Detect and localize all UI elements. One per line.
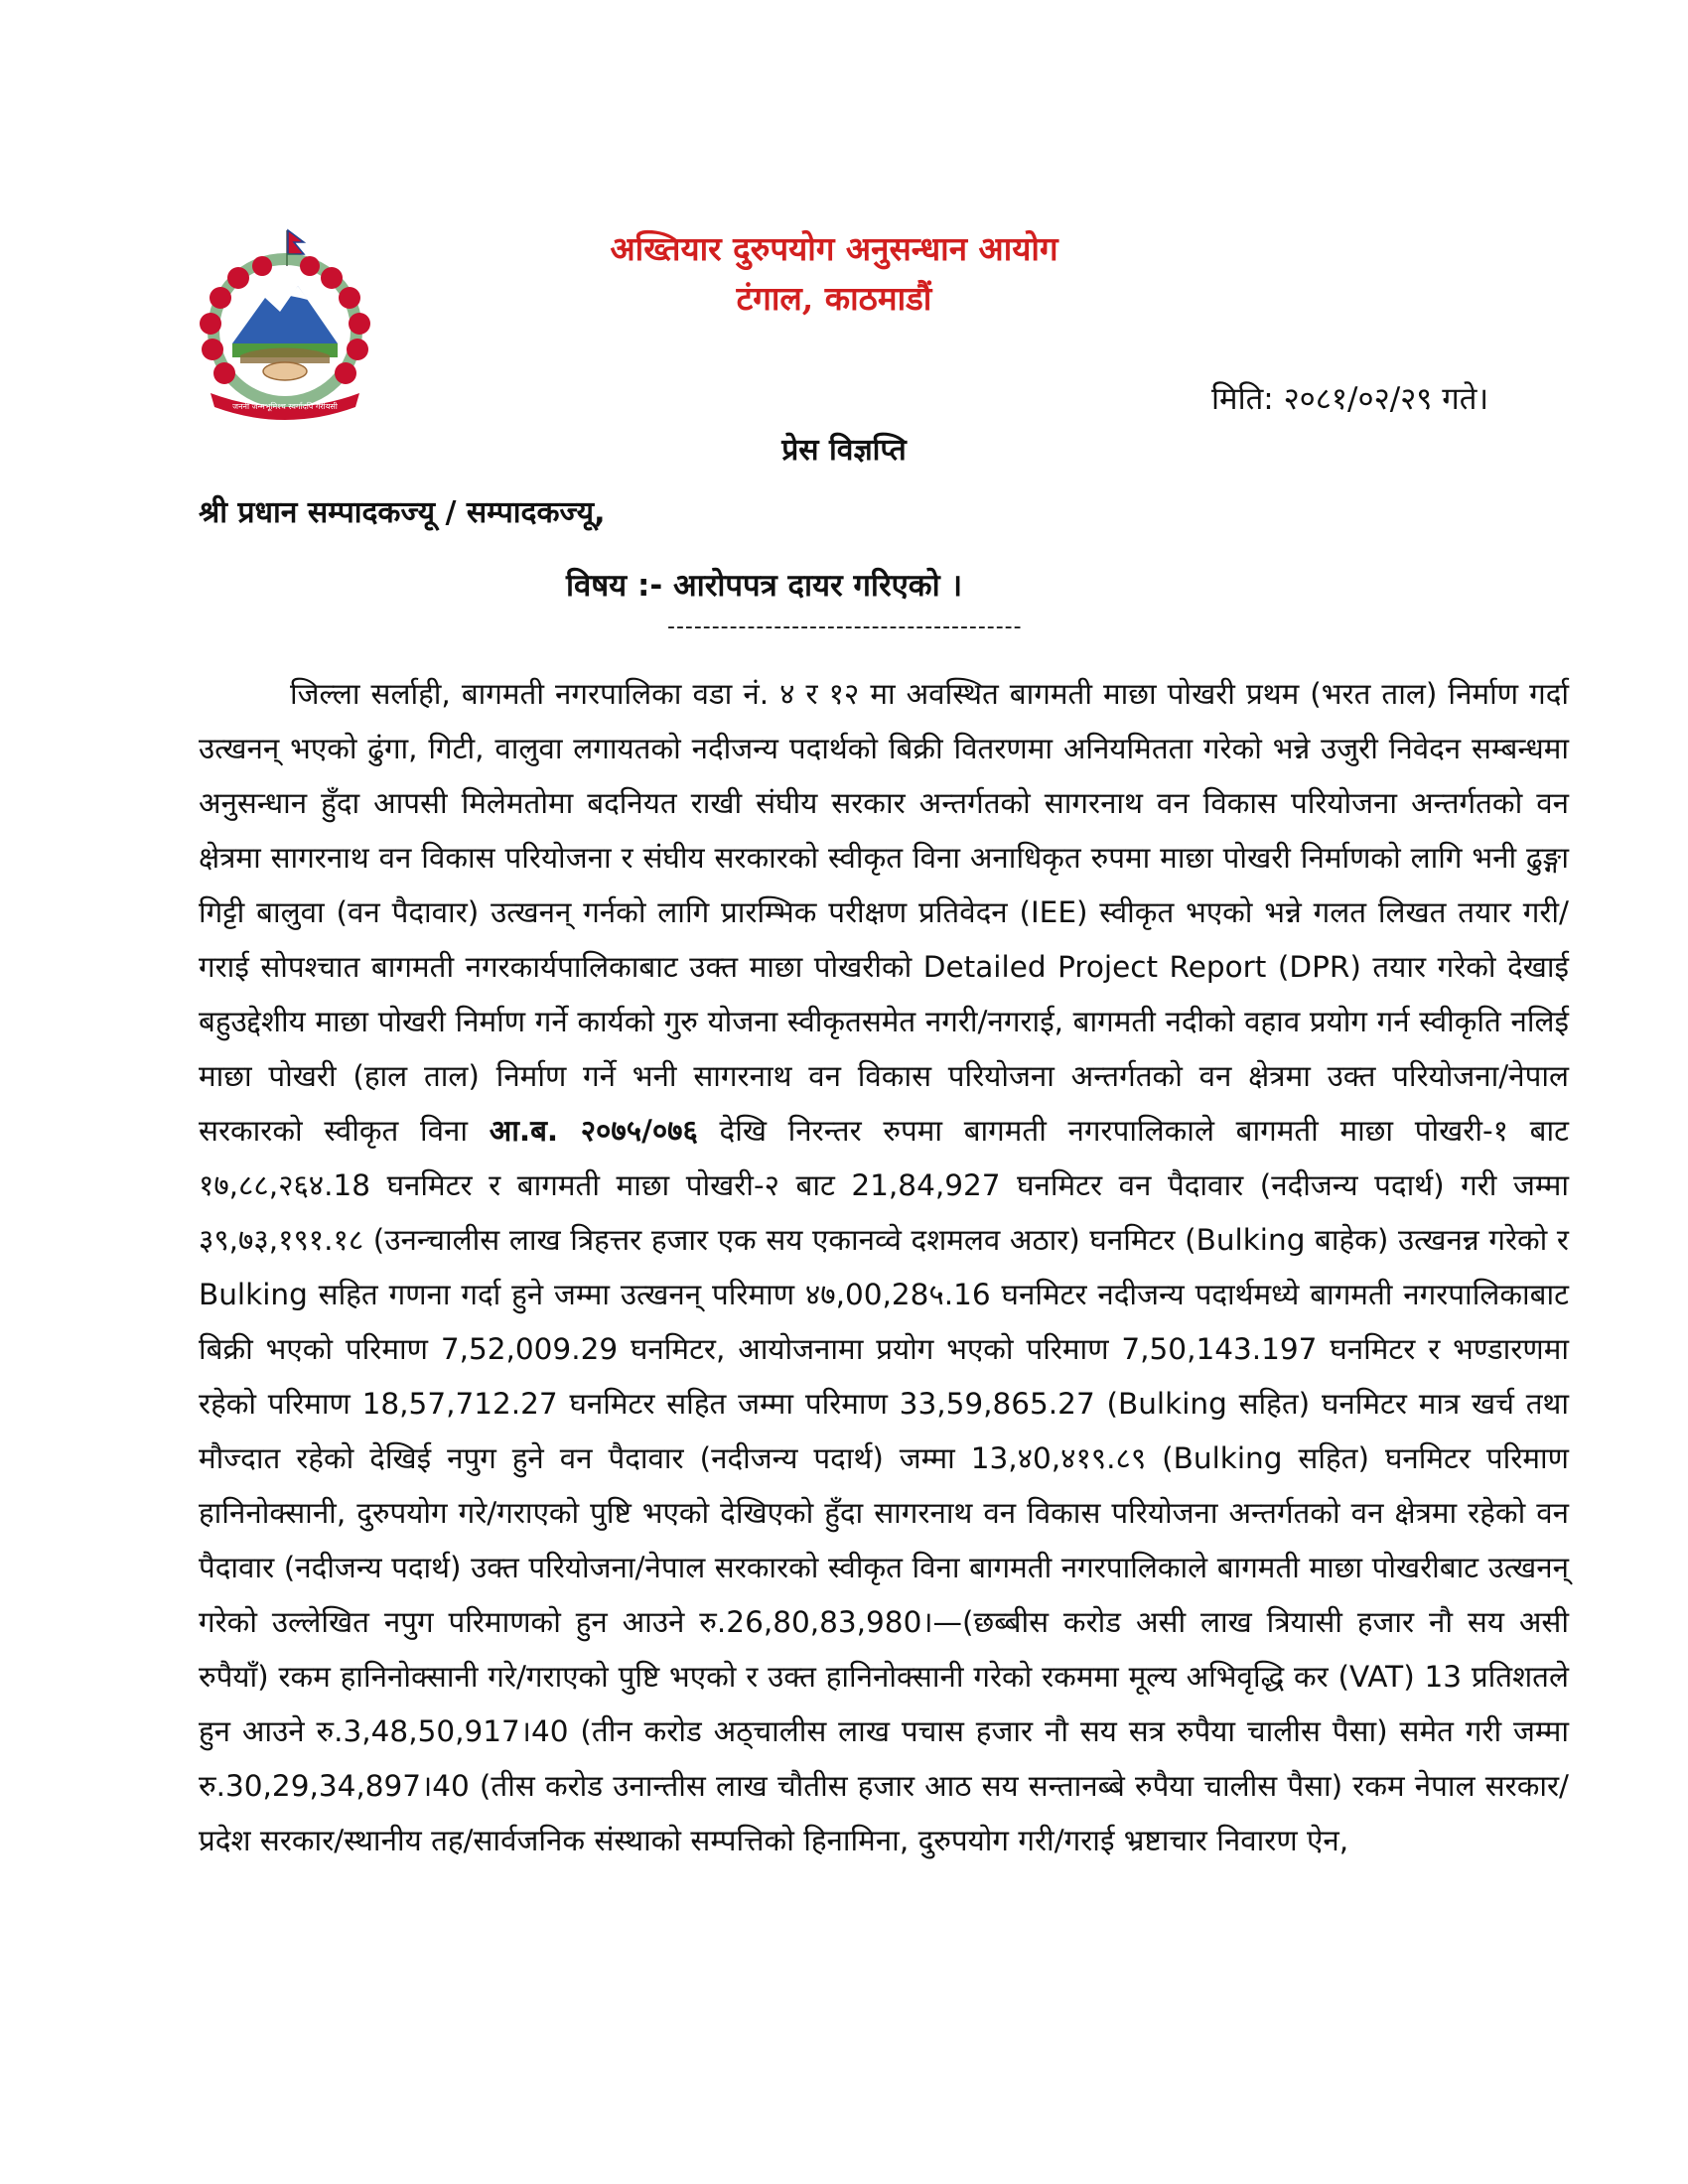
- body-paragraph: [199, 667, 1569, 1868]
- mountain-icon: [232, 286, 338, 363]
- subject-divider: ----------------------------------------: [667, 615, 1023, 639]
- org-name: अख्तियार दुरुपयोग अनुसन्धान आयोग: [610, 229, 1058, 268]
- body-text-part1: जिल्ला सर्लाही, बागमती नगरपालिका वडा नं. ४ र १२ मा अवस्थित बागमती माछा पोखरी प्रथम (भरत ताल) निर्माण गर्दा उत्खनन् भएको ढुंगा, गिटी, वालुवा लगायतको नदीजन्य पदार्थको बिक्री वितरणमा अनियमितता गरेको भन्ने उजुरी निवेदन सम्बन्धमा अनुसन्धान हुँदा आपसी मिलेमतोमा बदनियत राखी संघीय सरकार अन्तर्गतको सागरनाथ वन विकास परियोजना अन्तर्गतको वन क्षेत्रमा सागरनाथ वन विकास परियोजना र संघीय सरकारको स्वीकृत विना अनाधिकृत रुपमा माछा पोखरी निर्माणको लागि भनी ढुङ्गा गिट्टी बालुवा (वन पैदावार) उत्खनन् गर्नको लागि प्रारम्भिक परीक्षण प्रतिवेदन (IEE) स्वीकृत भएको भन्ने गलत लिखत तयार गरी/गराई सोपश्चात बागमती नगरकार्यपालिकाबाट उक्त माछा पोखरीको Detailed Project Report (DPR) तयार गरेको देखाई बहुउद्देशीय माछा पोखरी निर्माण गर्ने कार्यको गुरु योजना स्वीकृतसमेत नगरी/नगराई, बागमती नदीको वहाव प्रयोग गर्न स्वीकृति नलिई माछा पोखरी (हाल ताल) निर्माण गर्ने भनी सागरनाथ वन विकास परियोजना अन्तर्गतको वन क्षेत्रमा उक्त परियोजना/नेपाल सरकारको स्वीकृत विना: [199, 677, 1569, 1148]
- org-heading: [556, 224, 1112, 324]
- body-text-part2: देखि निरन्तर रुपमा बागमती नगरपालिकाले बागमती माछा पोखरी-१ बाट १७,८८,२६४.18 घनमिटर र बागमती माछा पोखरी-२ बाट 21,84,927 घनमिटर वन पैदावार (नदीजन्य पदार्थ) गरी जम्मा ३९,७३,१९१.१८ (उनन्चालीस लाख त्रिहत्तर हजार एक सय एकानव्वे दशमलव अठार) घनमिटर (Bulking बाहेक) उत्खनन्न गरेको र Bulking सहित गणना गर्दा हुने जम्मा उत्खनन् परिमाण ४७,00,28५.16 घनमिटर नदीजन्य पदार्थमध्ये बागमती नगरपालिकाबाट बिक्री भएको परिमाण 7,52,009.29 घनमिटर, आयोजनामा प्रयोग भएको परिमाण 7,50,143.197 घनमिटर र भण्डारणमा रहेको परिमाण 18,57,712.27 घनमिटर सहित जम्मा परिमाण 33,59,865.27 (Bulking सहित) घनमिटर मात्र खर्च तथा मौज्दात रहेको देखिई नपुग हुने वन पैदावार (नदीजन्य पदार्थ) जम्मा 13,४0,४१९.८९ (Bulking सहित) घनमिटर परिमाण हानिनोक्सानी, दुरुपयोग गरे/गराएको पुष्टि भएको देखिएको हुँदा सागरनाथ वन विकास परियोजना अन्तर्गतको वन क्षेत्रमा रहेको वन पैदावार (नदीजन्य पदार्थ) उक्त परियोजना/नेपाल सरकारको स्वीकृत विना बागमती नगरपालिकाले बागमती माछा पोखरीबाट उत्खनन् गरेको उल्लेखित नपुग परिमाणको हुन आउने रु.26,80,83,980।—(छब्बीस करोड असी लाख त्रियासी हजार नौ सय असी रुपैयाँ) रकम हानिनोक्सानी गरे/गराएको पुष्टि भएको र उक्त हानिनोक्सानी गरेको रकममा मूल्य अभिवृद्धि कर (VAT) 13 प्रतिशतले हुन आउने रु.3,48,50,917।40 (तीन करोड अठ्चालीस लाख पचास हजार नौ सय सत्र रुपैया चालीस पैसा) समेत गरी जम्मा रु.30,29,34,897।40 (तीस करोड उनान्तीस लाख चौतीस हजार आठ सय सन्तानब्बे रुपैया चालीस पैसा) रकम नेपाल सरकार/प्रदेश सरकार/स्थानीय तह/सार्वजनिक संस्थाको सम्पत्तिको हिनामिना, दुरुपयोग गरी/गराई भ्रष्टाचार निवारण ऐन,: [199, 1114, 1569, 1857]
- letter-date: मिति: २०८१/०२/२९ गते।: [1211, 381, 1489, 417]
- subject-line: विषय :- आरोपपत्र दायर गरिएको ।: [566, 568, 963, 604]
- fiscal-year: आ.ब. २०७५/०७६: [489, 1114, 698, 1148]
- nepal-emblem: [171, 226, 399, 425]
- press-release-title: प्रेस विज्ञप्ति: [781, 433, 907, 468]
- emblem-motto: जननी जन्मभूमिश्च स्वर्गादपि गरीयसी: [232, 402, 338, 411]
- salutation: श्री प्रधान सम्पादकज्यू / सम्पादकज्यू,: [199, 495, 606, 530]
- org-address: टंगाल, काठमाडौं: [736, 279, 932, 318]
- handshake-icon: [263, 362, 307, 380]
